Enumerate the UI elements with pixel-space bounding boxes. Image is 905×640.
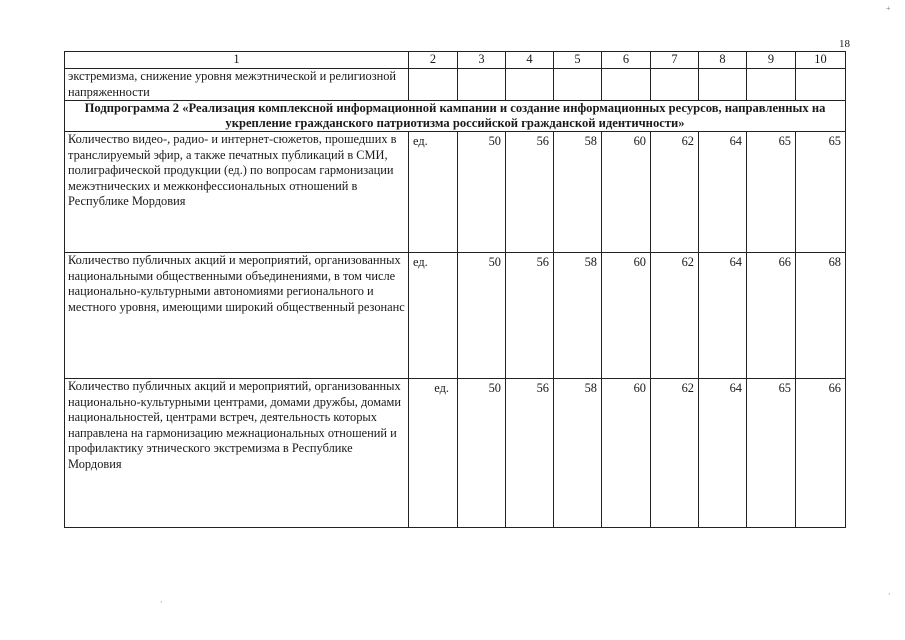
value-cell: 66 [747,253,796,379]
empty-cell [699,69,747,101]
indicator-description: Количество публичных акций и мероприятий, организованных национальными общественными объединениями, в том числе национально-культурными автономиями регионального и местного уровня, имеющими широкий общественный резонанс [65,253,409,379]
header-cell: 5 [554,52,602,69]
value-cell: 62 [651,253,699,379]
value-cell: 62 [651,132,699,253]
value-cell: 58 [554,253,602,379]
value-cell: 50 [458,132,506,253]
value-cell: 58 [554,379,602,528]
value-cell: 65 [796,132,846,253]
empty-cell [409,69,458,101]
indicators-table [64,51,846,528]
table-header-row [65,52,846,69]
table-row [65,253,846,379]
value-cell: 64 [699,132,747,253]
value-cell: 64 [699,379,747,528]
unit-cell: ед. [409,132,458,253]
unit-cell: ед. [409,253,458,379]
header-cell: 7 [651,52,699,69]
table-row [65,69,846,101]
subprogram-title: Подпрограмма 2 «Реализация комплексной информационной кампании и создание информационных ресурсов, направленных на укрепление гражданского патриотизма российской гражданской идентичности» [65,101,846,132]
value-cell: 56 [506,379,554,528]
value-cell: 60 [602,379,651,528]
value-cell: 50 [458,379,506,528]
value-cell: 56 [506,253,554,379]
value-cell: 65 [747,379,796,528]
value-cell: 50 [458,253,506,379]
value-cell: 64 [699,253,747,379]
value-cell: 65 [747,132,796,253]
empty-cell [506,69,554,101]
header-cell: 9 [747,52,796,69]
indicator-description: Количество видео-, радио- и интернет-сюжетов, прошедших в транслируемый эфир, а также печатных публикаций в СМИ, полиграфической продукции (ед.) по вопросам гармонизации межэтнических и межконфессиональных отношений в Республике Мордовия [65,132,409,253]
unit-cell: ед. [409,379,458,528]
page-number: 18 [839,38,850,50]
value-cell: 60 [602,253,651,379]
empty-cell [554,69,602,101]
scan-mark: + [886,4,891,13]
header-cell: 4 [506,52,554,69]
header-cell: 3 [458,52,506,69]
header-cell: 6 [602,52,651,69]
value-cell: 56 [506,132,554,253]
continuation-text-cell: экстремизма, снижение уровня межэтнической и религиозной напряженности [65,69,409,101]
value-cell: 68 [796,253,846,379]
header-cell: 2 [409,52,458,69]
empty-cell [458,69,506,101]
table-row [65,379,846,528]
value-cell: 58 [554,132,602,253]
table-row [65,132,846,253]
value-cell: 66 [796,379,846,528]
empty-cell [747,69,796,101]
header-cell: 8 [699,52,747,69]
header-cell: 10 [796,52,846,69]
empty-cell [602,69,651,101]
empty-cell [651,69,699,101]
subprogram-title-row [65,101,846,132]
scan-mark: · [160,598,163,607]
header-cell: 1 [65,52,409,69]
scan-mark: · [888,590,891,599]
empty-cell [796,69,846,101]
indicator-description: Количество публичных акций и мероприятий, организованных национально-культурными центрами, домами дружбы, домами национальностей, центрами встреч, деятельность которых направлена на гармонизацию межнациональных отношений и профилактику этнического экстремизма в Республике Мордовия [65,379,409,528]
value-cell: 60 [602,132,651,253]
value-cell: 62 [651,379,699,528]
